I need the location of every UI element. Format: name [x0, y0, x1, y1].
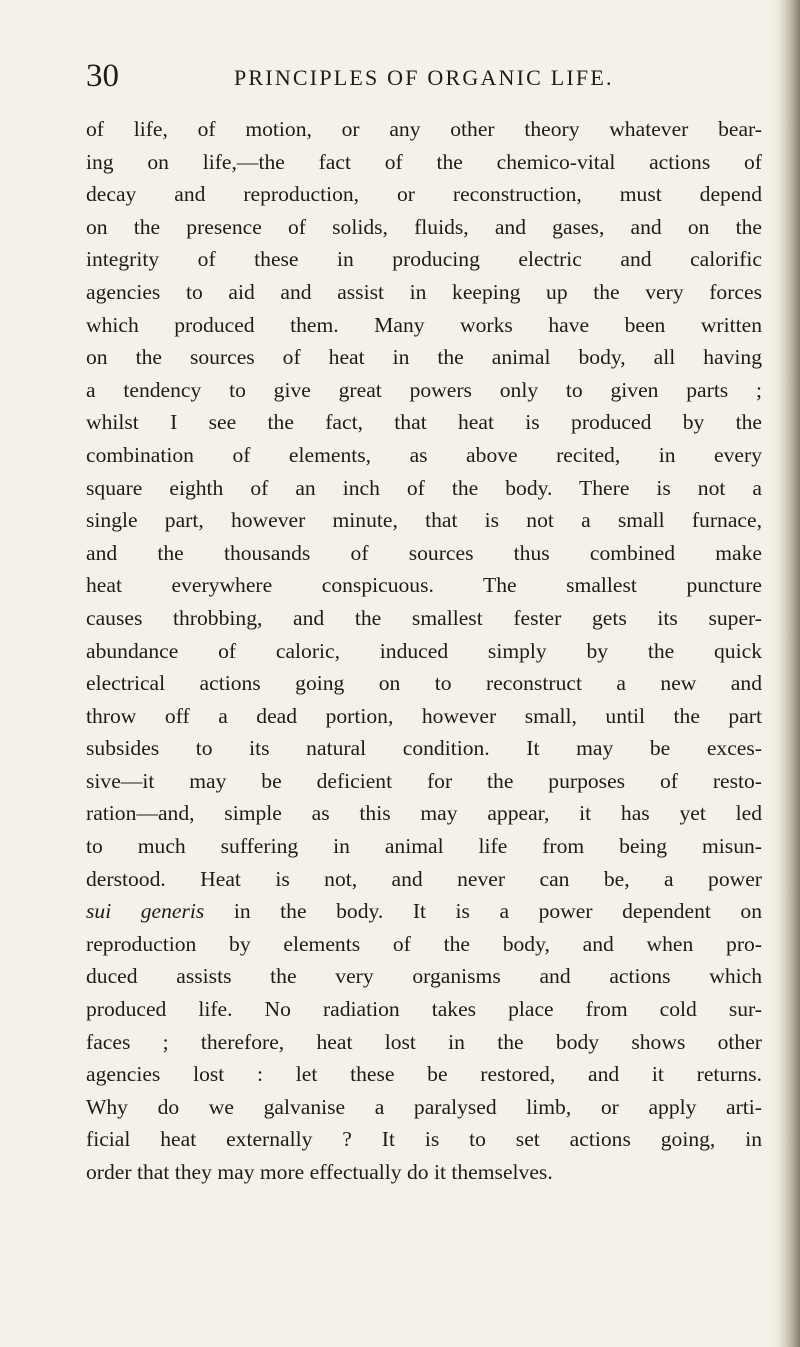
text-line: heat everywhere conspicuous. The smallest puncture: [86, 573, 762, 598]
text-line: agencies to aid and assist in keeping up the very forces: [86, 279, 762, 304]
text-line: to much suffering in animal life from being misun-: [86, 834, 762, 859]
text-line: combination of elements, as above recited, in every: [86, 442, 762, 467]
text-line-sui-generis: [86, 895, 762, 928]
text-line: on the sources of heat in the animal body, all having: [86, 345, 762, 370]
text-line: a tendency to give great powers only to given parts ;: [86, 377, 762, 402]
running-head: [86, 56, 746, 96]
text-line: whilst I see the fact, that heat is produced by the: [86, 410, 762, 435]
text-line: causes throbbing, and the smallest fester gets its super-: [86, 605, 762, 630]
text-line: Why do we galvanise a paralysed limb, or apply arti-: [86, 1094, 762, 1119]
running-title: PRINCIPLES OF ORGANIC LIFE.: [234, 65, 614, 90]
text-line: agencies lost : let these be restored, and it returns.: [86, 1062, 762, 1087]
text-line: abundance of caloric, induced simply by the quick: [86, 638, 762, 663]
italic-phrase: sui generis: [86, 899, 205, 924]
text-line: duced assists the very organisms and actions which: [86, 964, 762, 989]
text-line: ficial heat externally ? It is to set actions going, in: [86, 1127, 762, 1152]
text-line: faces ; therefore, heat lost in the body shows other: [86, 1029, 762, 1054]
text-line: square eighth of an inch of the body. There is not a: [86, 475, 762, 500]
text-line: which produced them. Many works have been written: [86, 312, 762, 337]
text-line: of life, of motion, or any other theory whatever bear-: [86, 117, 762, 141]
text-line: single part, however minute, that is not a small furnace,: [86, 508, 762, 533]
text-line: subsides to its natural condition. It may be exces-: [86, 736, 762, 761]
text-line: derstood. Heat is not, and never can be, a power: [86, 866, 762, 891]
line-remainder: in the body. It is a power dependent on: [204, 899, 762, 924]
text-line-last: order that they may more effectually do it themselves.: [86, 1160, 553, 1184]
text-line: reproduction by elements of the body, and when pro-: [86, 931, 762, 956]
page-number: 30: [86, 58, 119, 94]
text-line: throw off a dead portion, however small, until the part: [86, 703, 762, 728]
text-line: and the thousands of sources thus combined make: [86, 540, 762, 565]
text-line: on the presence of solids, fluids, and gases, and on the: [86, 214, 762, 239]
text-line: electrical actions going on to reconstruct a new and: [86, 671, 762, 696]
text-line: sive—it may be deficient for the purposes of resto-: [86, 768, 762, 793]
text-line: ing on life,—the fact of the chemico-vital actions of: [86, 149, 762, 174]
page-edge-shadow: [778, 0, 800, 1347]
text-line: produced life. No radiation takes place from cold sur-: [86, 997, 762, 1022]
text-line: integrity of these in producing electric and calorific: [86, 247, 762, 272]
body-text: [86, 113, 762, 1189]
text-line: ration—and, simple as this may appear, it has yet led: [86, 801, 762, 826]
text-line: decay and reproduction, or reconstruction, must depend: [86, 182, 762, 207]
